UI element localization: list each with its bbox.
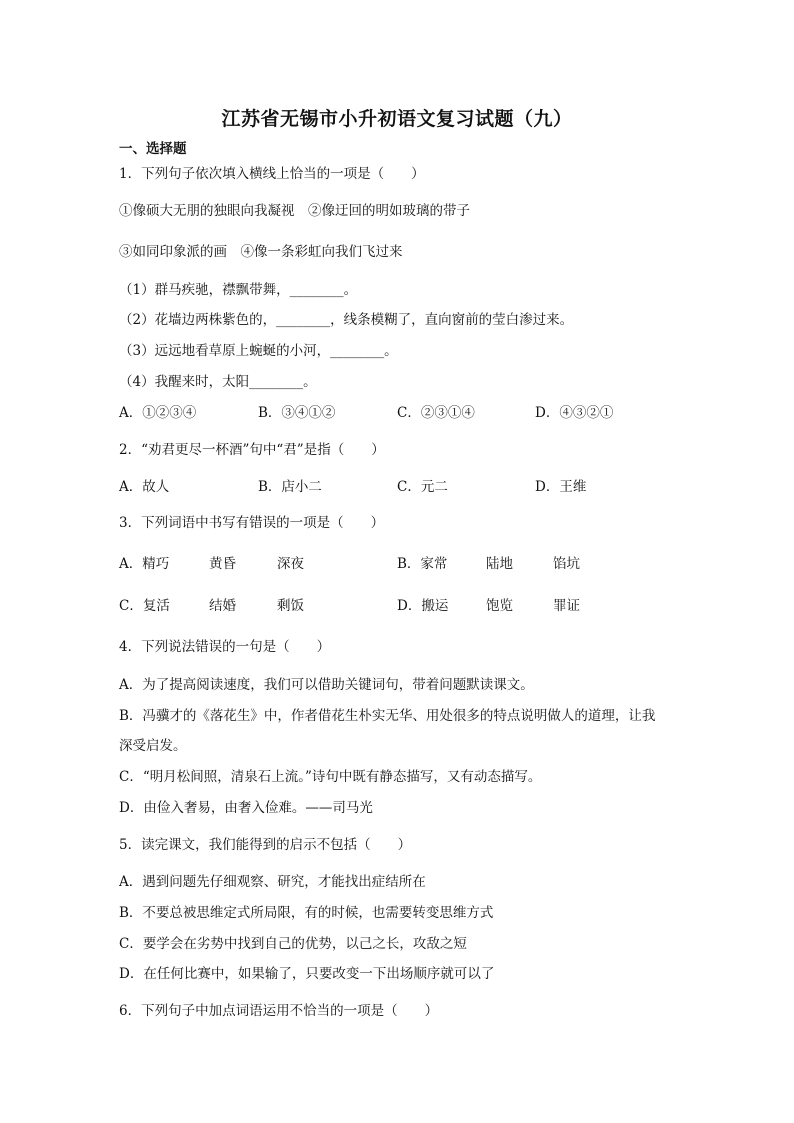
q3-stem: 3．下列词语中书写有错误的一项是（ ） [119, 515, 385, 531]
q3-word: 黄昏 [209, 556, 236, 572]
q1-option-a: A．①②③④ [119, 405, 197, 421]
q3-word: 罪证 [553, 598, 580, 614]
q5-stem: 5．读完课文，我们能得到的启示不包括（ ） [119, 837, 412, 853]
q4-stem: 4．下列说法错误的一句是（ ） [119, 639, 331, 655]
q3-options-row-1 [0, 555, 794, 573]
q1-phrases-3-4: ③如同印象派的画 ④像一条彩虹向我们飞过来 [119, 244, 403, 260]
q2-option-b: B．店小二 [258, 479, 322, 495]
q1-stem: 1．下列句子依次填入横线上恰当的一项是（ ） [119, 166, 425, 182]
q2-options [0, 478, 794, 496]
q3-option-a: A．精巧 [119, 556, 170, 572]
page-title: 江苏省无锡市小升初语文复习试题（九） [221, 108, 573, 130]
q1-option-d: D．④③②① [535, 405, 614, 421]
q5-option-b: B．不要总被思维定式所局限，有的时候，也需要转变思维方式 [119, 905, 494, 921]
q4-option-b: B．冯骥才的《落花生》中，作者借花生朴实无华、用处很多的特点说明做人的道理，让我 [119, 708, 656, 724]
q1-options [0, 404, 794, 422]
q1-sentence-2: （2）花墙边两株紫色的，________，线条模糊了，直向窗前的莹白渗过来。 [119, 312, 574, 328]
q3-option-c: C．复活 [119, 598, 170, 614]
q1-sentence-3: （3）远远地看草原上蜿蜒的小河，________。 [119, 343, 398, 359]
q3-options-row-2 [0, 597, 794, 615]
q2-stem: 2．“劝君更尽一杯酒”句中“君”是指（ ） [119, 442, 385, 458]
q3-word: 剩饭 [277, 598, 304, 614]
q1-sentence-1: （1）群马疾驰，襟飘带舞，________。 [119, 282, 358, 298]
q3-option-b: B．家常 [397, 556, 448, 572]
q5-option-d: D．在任何比赛中，如果输了，只要改变一下出场顺序就可以了 [119, 966, 495, 982]
q2-option-a: A．故人 [119, 479, 170, 495]
q3-word: 深夜 [277, 556, 304, 572]
q3-word: 饱览 [486, 598, 513, 614]
q4-option-c: C．“明月松间照，清泉石上流。”诗句中既有静态描写，又有动态描写。 [119, 769, 542, 785]
q5-option-c: C．要学会在劣势中找到自己的优势，以己之长，攻敌之短 [119, 936, 467, 952]
q3-word: 陆地 [486, 556, 513, 572]
q1-sentence-4: （4）我醒来时，太阳________。 [119, 374, 317, 390]
section-heading: 一、选择题 [119, 141, 187, 157]
q5-option-a: A．遇到问题先仔细观察、研究，才能找出症结所在 [119, 874, 426, 890]
q4-option-d: D．由俭入奢易，由奢入俭难。——司马光 [119, 800, 373, 816]
q4-option-a: A．为了提高阅读速度，我们可以借助关键词句，带着问题默读课文。 [119, 677, 534, 693]
q1-option-b: B．③④①② [258, 405, 336, 421]
q1-phrases-1-2: ①像硕大无朋的独眼向我凝视 ②像迂回的明如玻璃的带子 [119, 203, 470, 219]
q4-option-b-cont: 深受启发。 [119, 738, 187, 754]
q1-option-c: C．②③①④ [397, 405, 475, 421]
q6-stem: 6．下列句子中加点词语运用不恰当的一项是（ ） [119, 1003, 439, 1019]
q3-word: 馅坑 [553, 556, 580, 572]
q3-word: 结婚 [209, 598, 236, 614]
q2-option-d: D．王维 [535, 479, 587, 495]
q2-option-c: C．元二 [397, 479, 448, 495]
q3-option-d: D．搬运 [397, 598, 449, 614]
